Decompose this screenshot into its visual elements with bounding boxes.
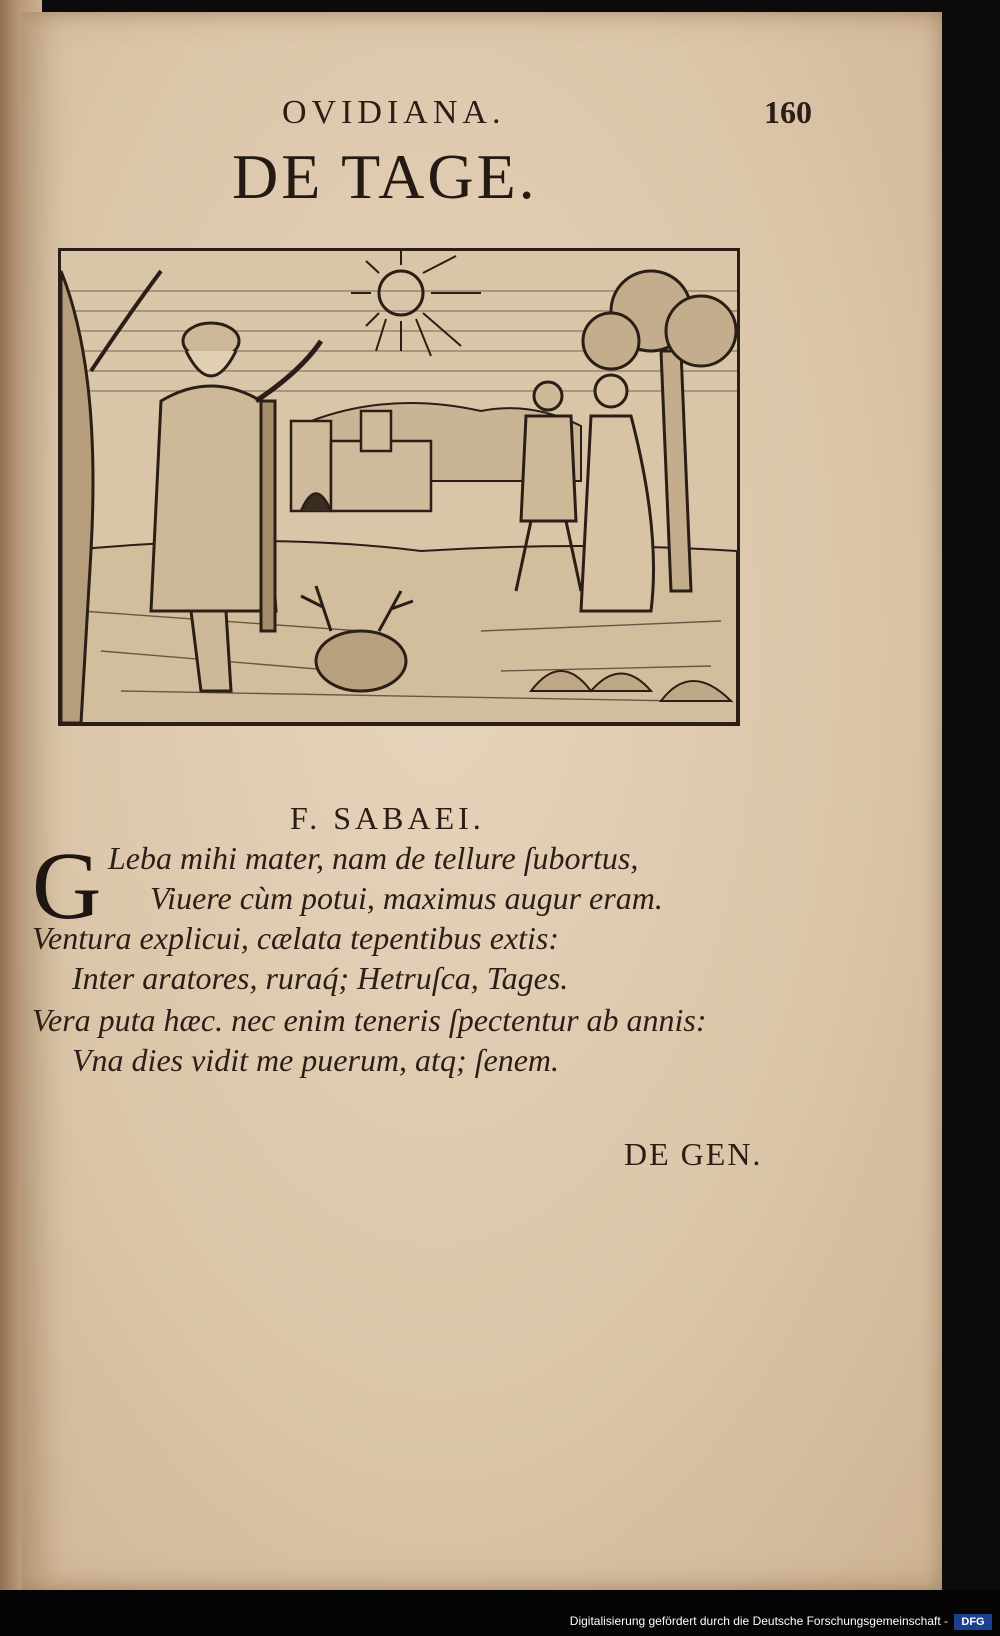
verse-line: Vna dies vidit me puerum, atq; ſenem.: [72, 1042, 559, 1078]
verse-line: Viuere cùm potui, maximus augur eram.: [150, 880, 663, 916]
sun-icon: [351, 251, 481, 356]
page-title: DE TAGE.: [232, 141, 538, 212]
footer-strip: [0, 1590, 1000, 1636]
author-heading: F. SABAEI.: [290, 800, 485, 836]
drop-cap: G: [32, 832, 102, 939]
woodcut-illustration-icon: [58, 248, 740, 726]
running-head: OVIDIANA.: [282, 94, 506, 131]
verse-line: Inter aratores, ruraq́; Hetruſca, Tages.: [72, 960, 569, 996]
page-number: 160: [764, 94, 812, 130]
verse-line: Ventura explicui, cælata tepentibus extis:: [32, 920, 559, 956]
book-page: [22, 12, 942, 1590]
verse-line: Vera puta hæc. nec enim teneris ſpectentur ab annis:: [32, 1002, 707, 1038]
verse-line: Leba mihi mater, nam de tellure ſubortus,: [108, 840, 639, 876]
catchword: DE GEN.: [624, 1136, 763, 1172]
dfg-logo-icon: DFG: [954, 1614, 992, 1630]
digitization-credit: Digitalisierung gefördert durch die Deutsche Forschungsgemeinschaft -: [569, 1614, 948, 1628]
